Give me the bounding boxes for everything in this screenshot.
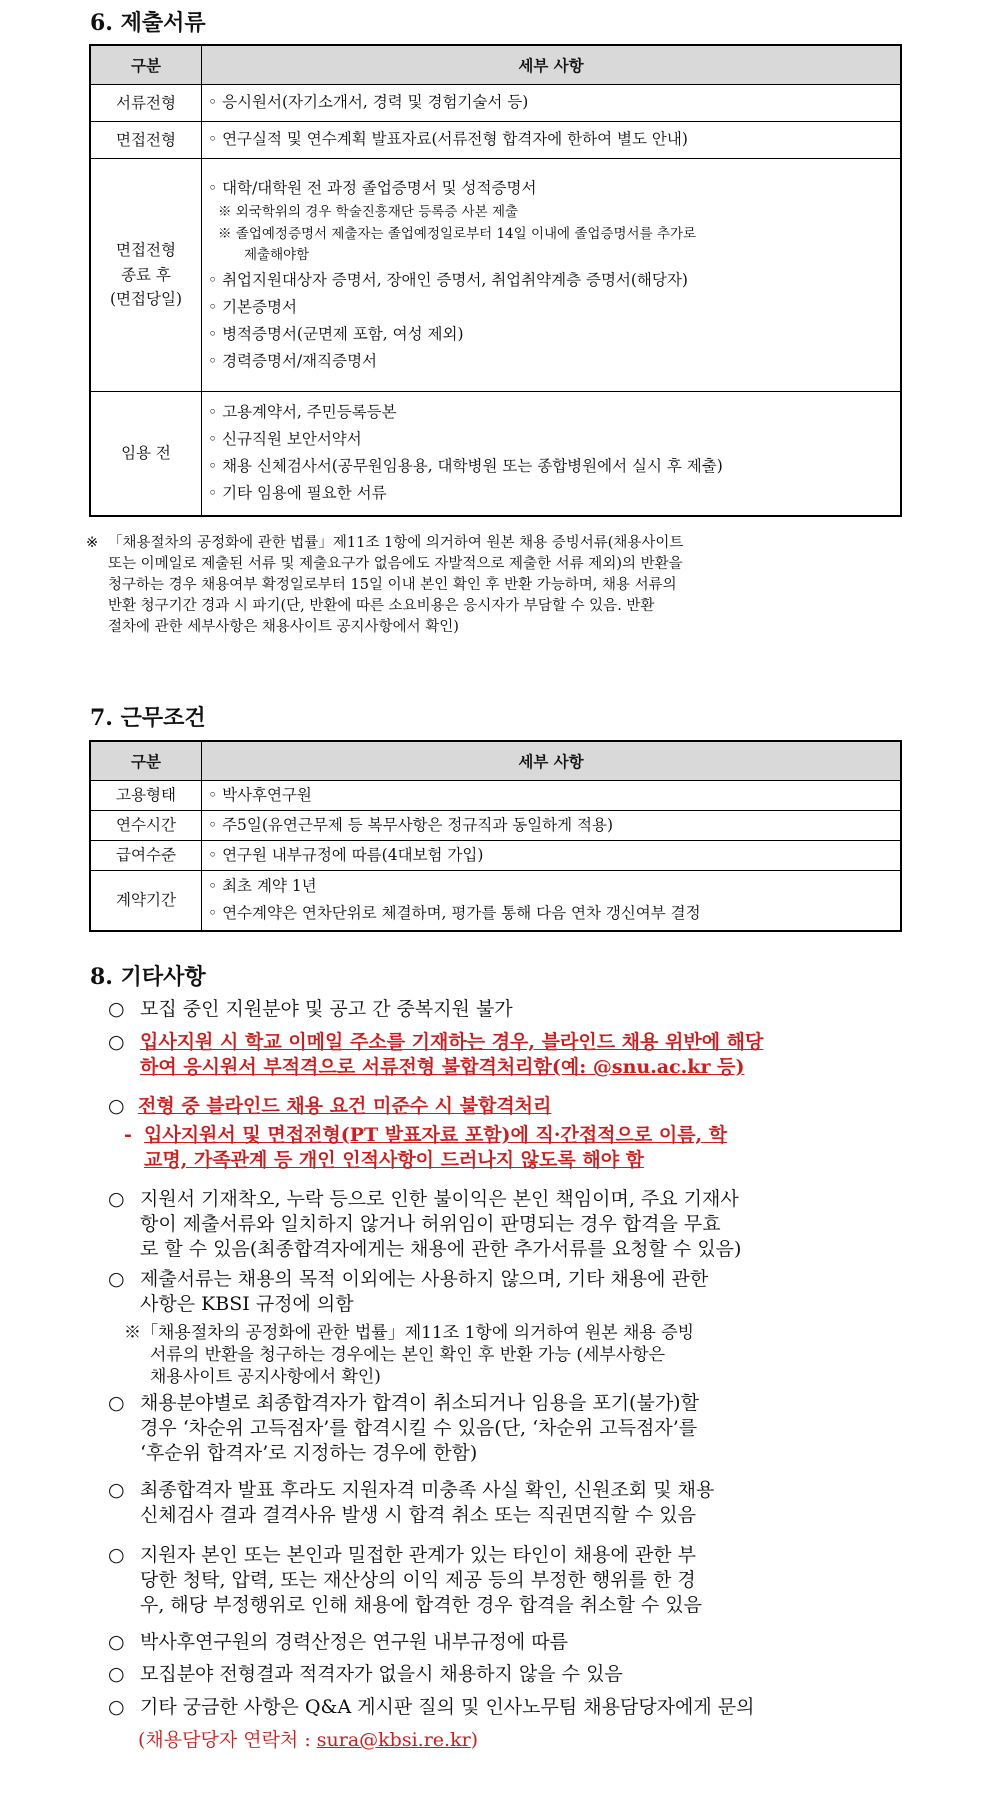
item-text: 지원자 본인 또는 본인과 밀접한 관계가 있는 타인이 채용에 관한 부 bbox=[140, 1544, 696, 1566]
item-note bbox=[124, 1322, 694, 1388]
table-row bbox=[90, 85, 901, 122]
contact-suffix: ) bbox=[470, 1729, 479, 1751]
note-line: 서류의 반환을 청구하는 경우에는 본인 확인 후 반환 가능 (세부사항은 bbox=[150, 1345, 666, 1366]
section-8-title: 8. 기타사항 bbox=[90, 964, 206, 990]
item-text: 박사후연구원의 경력산정은 연구원 내부규정에 따름 bbox=[140, 1631, 568, 1653]
item-text: 입사지원서 및 면접전형(PT 발표자료 포함)에 직·간접적으로 이름, 학 bbox=[144, 1124, 728, 1146]
footnote-line: 「채용절차의 공정화에 관한 법률」제11조 1항에 의거하여 원본 채용 증빙서류(채용사이트 bbox=[108, 535, 684, 551]
circle-bullet-icon: ○ bbox=[108, 1031, 125, 1053]
row-detail: ◦ 고용계약서, 주민등록등본 bbox=[208, 403, 397, 421]
header-detail: 세부 사항 bbox=[202, 741, 902, 781]
row-category bbox=[90, 159, 202, 392]
circle-bullet-icon: ○ bbox=[108, 1392, 125, 1414]
table-row bbox=[90, 122, 901, 159]
item-text: 모집분야 전형결과 적격자가 없을시 채용하지 않을 수 있음 bbox=[140, 1663, 623, 1685]
item-text: 신체검사 결과 결격사유 발생 시 합격 취소 또는 직권면직할 수 있음 bbox=[140, 1504, 696, 1527]
table-row bbox=[90, 841, 901, 871]
row-category: 연수시간 bbox=[90, 811, 202, 841]
footnote-mark: ※ bbox=[86, 535, 99, 551]
circle-bullet-icon: ○ bbox=[108, 1663, 125, 1685]
row-category: 계약기간 bbox=[90, 871, 202, 931]
table-row bbox=[90, 392, 901, 516]
item-text: 최종합격자 발표 후라도 지원자격 미충족 사실 확인, 신원조회 및 채용 bbox=[140, 1479, 715, 1501]
row-category: 임용 전 bbox=[90, 392, 202, 516]
row-detail: ◦ 연수계약은 연차단위로 체결하며, 평가를 통해 다음 연차 갱신여부 결정 bbox=[208, 904, 701, 923]
item-text: 모집 중인 지원분야 및 공고 간 중복지원 불가 bbox=[140, 998, 513, 1020]
category-line: 면접전형 bbox=[116, 240, 176, 259]
item-text: 우, 해당 부정행위로 인해 채용에 합격한 경우 합격을 취소할 수 있음 bbox=[140, 1594, 702, 1617]
item-text: 하여 응시원서 부적격으로 서류전형 불합격처리함(예: @snu.ac.kr 등) bbox=[140, 1056, 745, 1079]
row-detail: ◦ 경력증명서/재직증명서 bbox=[208, 352, 378, 371]
table-row bbox=[90, 811, 901, 841]
row-note: 제출해야함 bbox=[244, 247, 310, 264]
item-text: 지원서 기재착오, 누락 등으로 인한 불이익은 본인 책임이며, 주요 기재사 bbox=[140, 1188, 739, 1210]
item-text: ‘후순위 합격자’로 지정하는 경우에 한함) bbox=[140, 1442, 478, 1465]
row-detail: ◦ 응시원서(자기소개서, 경력 및 경험기술서 등) bbox=[208, 93, 529, 112]
row-note: ※ 외국학위의 경우 학술진흥재단 등록증 사본 제출 bbox=[218, 203, 519, 220]
row-note: ※ 졸업예정증명서 제출자는 졸업예정일로부터 14일 이내에 졸업증명서를 추가로 bbox=[218, 225, 697, 242]
item-text: 제출서류는 채용의 목적 이외에는 사용하지 않으며, 기타 채용에 관한 bbox=[140, 1268, 709, 1290]
footnote-line: 또는 이메일로 제출된 서류 및 제출요구가 없음에도 자발적으로 제출한 서류 제외)의 반환을 bbox=[108, 556, 683, 573]
item-text: 전형 중 블라인드 채용 요건 미준수 시 불합격처리 bbox=[138, 1095, 552, 1117]
footnote-line: 절차에 관한 세부사항은 채용사이트 공지사항에서 확인) bbox=[108, 619, 459, 636]
row-category: 급여수준 bbox=[90, 841, 202, 871]
conditions-table bbox=[89, 740, 902, 932]
contact-prefix: (채용담당자 연락처 : bbox=[138, 1729, 317, 1751]
row-category: 면접전형 bbox=[90, 122, 202, 159]
item-text: 경우 ‘차순위 고득점자’를 합격시킬 수 있음(단, ‘차순위 고득점자’를 bbox=[140, 1417, 698, 1440]
item-text: 당한 청탁, 압력, 또는 재산상의 이익 제공 등의 부정한 행위를 한 경 bbox=[140, 1569, 696, 1592]
circle-bullet-icon: ○ bbox=[108, 1095, 125, 1117]
table-row bbox=[90, 781, 901, 811]
row-detail: ◦ 연구실적 및 연수계획 발표자료(서류전형 합격자에 한하여 별도 안내) bbox=[208, 130, 688, 149]
item-text: 기타 궁금한 사항은 Q&A 게시판 질의 및 인사노무팀 채용담당자에게 문의 bbox=[140, 1696, 755, 1718]
item-text: 입사지원 시 학교 이메일 주소를 기재하는 경우, 블라인드 채용 위반에 해당 bbox=[140, 1031, 764, 1053]
circle-bullet-icon: ○ bbox=[108, 1479, 125, 1501]
circle-bullet-icon: ○ bbox=[108, 1631, 125, 1653]
contact-line bbox=[138, 1728, 478, 1753]
row-detail: ◦ 주5일(유연근무제 등 복무사항은 정규직과 동일하게 적용) bbox=[208, 815, 614, 834]
circle-bullet-icon: ○ bbox=[108, 1696, 125, 1718]
row-detail: ◦ 신규직원 보안서약서 bbox=[208, 430, 362, 449]
item-text: 사항은 KBSI 규정에 의함 bbox=[140, 1293, 354, 1316]
item-text: 채용분야별로 최종합격자가 합격이 취소되거나 임용을 포기(불가)할 bbox=[140, 1392, 699, 1414]
item-text: 로 할 수 있음(최종합격자에게는 채용에 관한 추가서류를 요청할 수 있음) bbox=[140, 1238, 742, 1261]
row-detail: ◦ 박사후연구원 bbox=[208, 785, 312, 804]
circle-bullet-icon: ○ bbox=[108, 1544, 125, 1566]
section-7-title: 7. 근무조건 bbox=[90, 705, 206, 731]
item-text: 교명, 가족관계 등 개인 인적사항이 드러나지 않도록 해야 함 bbox=[144, 1149, 645, 1172]
row-detail: ◦ 연구원 내부규정에 따름(4대보험 가입) bbox=[208, 845, 484, 864]
dash-bullet: - bbox=[124, 1124, 132, 1146]
row-detail: ◦ 병적증명서(군면제 포함, 여성 제외) bbox=[208, 324, 464, 343]
footnote-line: 청구하는 경우 채용여부 확정일로부터 15일 이내 본인 확인 후 반환 가능하며, 채용 서류의 bbox=[108, 577, 677, 594]
row-detail: ◦ 대학/대학원 전 과정 졸업증명서 및 성적증명서 bbox=[208, 178, 537, 197]
table-row bbox=[90, 159, 901, 392]
row-detail: ◦ 기본증명서 bbox=[208, 297, 297, 316]
note-line: ※「채용절차의 공정화에 관한 법률」제11조 1항에 의거하여 원본 채용 증빙 bbox=[124, 1323, 695, 1343]
row-detail: ◦ 최초 계약 1년 bbox=[208, 877, 317, 896]
header-category: 구분 bbox=[90, 741, 202, 781]
section-6-footnote bbox=[86, 533, 684, 638]
footnote-line: 반환 청구기간 경과 시 파기(단, 반환에 따른 소요비용은 응시자가 부담할 수 있음. 반환 bbox=[108, 598, 655, 615]
row-detail: ◦ 취업지원대상자 증명서, 장애인 증명서, 취업취약계층 증명서(해당자) bbox=[208, 270, 688, 289]
circle-bullet-icon: ○ bbox=[108, 1188, 125, 1210]
table-row bbox=[90, 871, 901, 931]
table-header-row bbox=[90, 741, 901, 781]
row-category: 고용형태 bbox=[90, 781, 202, 811]
row-category: 서류전형 bbox=[90, 85, 202, 122]
category-line: 종료 후 bbox=[121, 265, 171, 284]
row-detail: ◦ 채용 신체검사서(공무원임용용, 대학병원 또는 종합병원에서 실시 후 제출) bbox=[208, 457, 723, 476]
table-header-row bbox=[90, 45, 901, 85]
header-detail: 세부 사항 bbox=[202, 45, 902, 85]
documents-table bbox=[89, 44, 902, 517]
note-line: 채용사이트 공지사항에서 확인) bbox=[150, 1367, 381, 1388]
contact-email-link[interactable]: sura@kbsi.re.kr bbox=[316, 1729, 471, 1751]
category-line: (면접당일) bbox=[110, 290, 182, 309]
row-detail: ◦ 기타 임용에 필요한 서류 bbox=[208, 484, 387, 503]
section-6-title: 6. 제출서류 bbox=[90, 10, 206, 36]
circle-bullet-icon: ○ bbox=[108, 1268, 125, 1290]
item-text: 항이 제출서류와 일치하지 않거나 허위임이 판명되는 경우 합격을 무효 bbox=[140, 1213, 721, 1236]
circle-bullet-icon: ○ bbox=[108, 998, 125, 1020]
header-category: 구분 bbox=[90, 45, 202, 85]
